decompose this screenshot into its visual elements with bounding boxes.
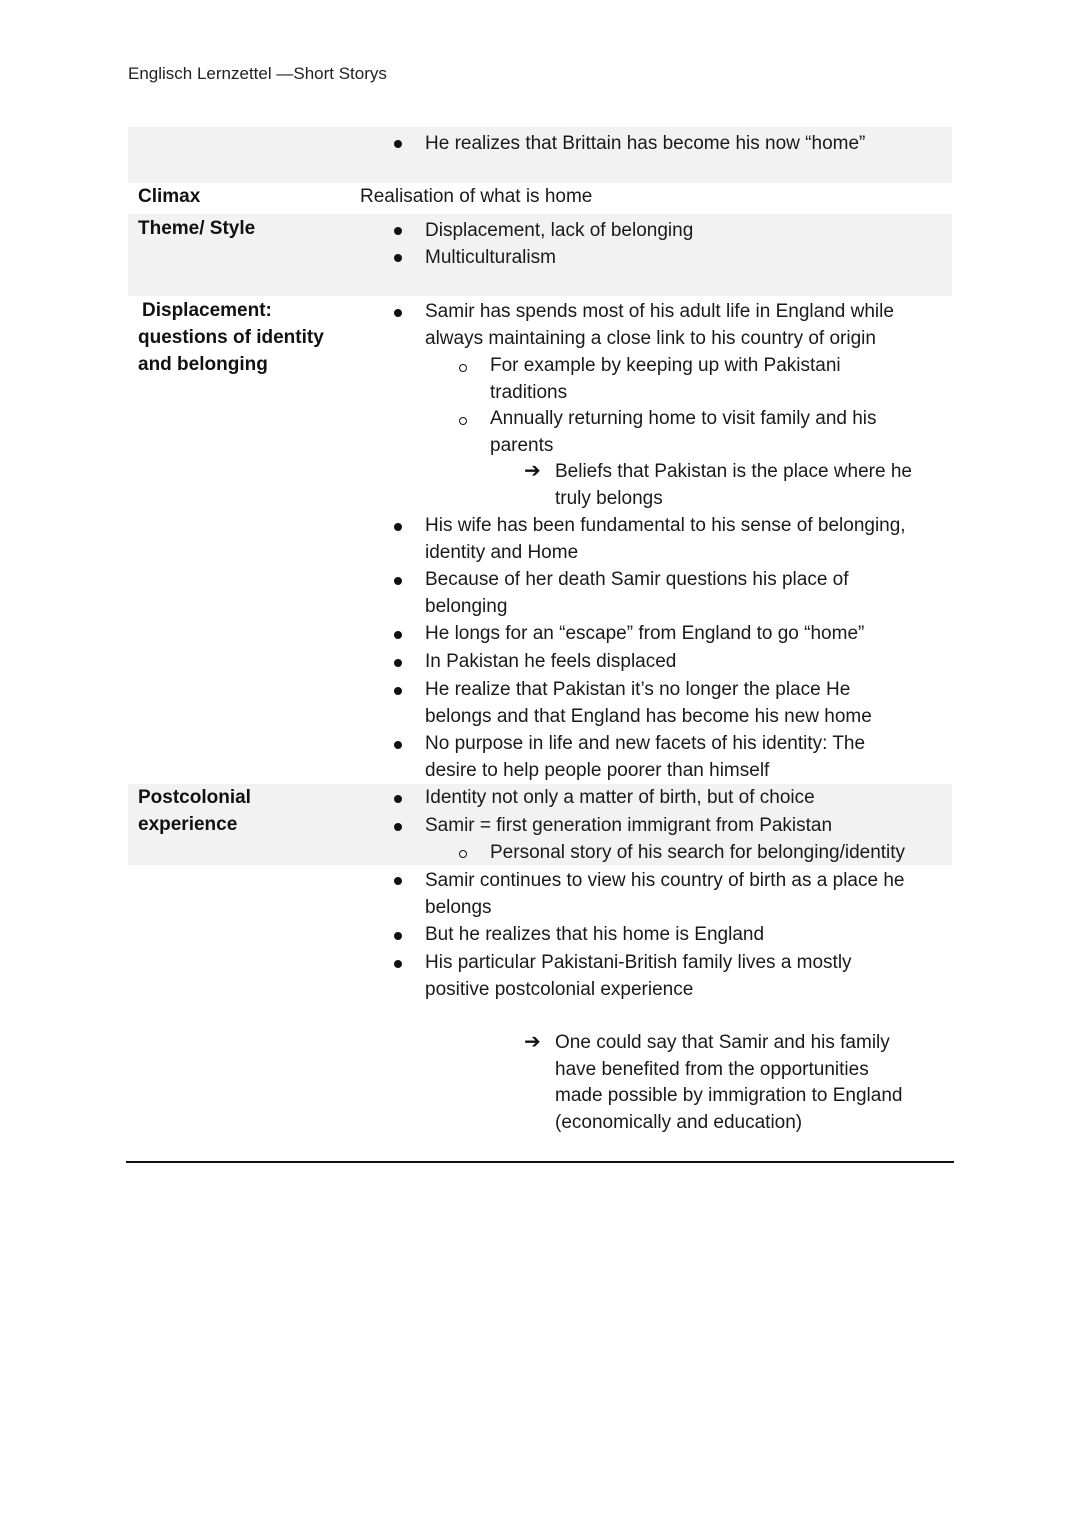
- row-label-line: Postcolonial: [138, 787, 251, 808]
- conclusion-line: have benefited from the opportunities: [555, 1059, 869, 1080]
- list-item: belonging: [425, 596, 508, 617]
- conclusion-line: One could say that Samir and his family: [555, 1032, 890, 1053]
- list-item: In Pakistan he feels displaced: [425, 651, 677, 672]
- list-item: traditions: [490, 382, 568, 403]
- bullet-icon: [394, 577, 402, 585]
- page-header: Englisch Lernzettel —Short Storys: [128, 64, 387, 83]
- list-item: For example by keeping up with Pakistani: [490, 355, 841, 376]
- list-item: His particular Pakistani-British family lives a mostly: [425, 952, 852, 973]
- bullet-icon: [394, 960, 402, 968]
- sub-bullet-icon: [459, 850, 467, 858]
- row-label-line: Displacement:: [142, 300, 272, 321]
- arrow-right-icon: ➔: [524, 460, 541, 482]
- row-label-line: and belonging: [138, 354, 268, 375]
- bullet-icon: [394, 741, 402, 749]
- list-item: Samir has spends most of his adult life in England while: [425, 301, 894, 322]
- row-label: Theme/ Style: [138, 218, 256, 239]
- list-item: belongs: [425, 897, 492, 918]
- list-item: But he realizes that his home is England: [425, 924, 765, 945]
- list-item: truly belongs: [555, 488, 663, 509]
- list-item: Annually returning home to visit family and his: [490, 408, 877, 429]
- row-label-line: questions of identity: [138, 327, 324, 348]
- bullet-icon: [394, 659, 402, 667]
- bullet-icon: [394, 309, 402, 317]
- bullet-icon: [394, 523, 402, 531]
- conclusion-line: made possible by immigration to England: [555, 1085, 903, 1106]
- list-item: identity and Home: [425, 542, 579, 563]
- list-item: Multiculturalism: [425, 247, 556, 268]
- row-postcolonial: [128, 784, 952, 865]
- row-climax: [128, 183, 952, 213]
- sub-bullet-icon: [459, 364, 467, 372]
- bullet-icon: [394, 140, 402, 148]
- bullet-icon: [394, 877, 402, 885]
- list-item: positive postcolonial experience: [425, 979, 694, 1000]
- row-continuation: [128, 127, 952, 183]
- conclusion-line: (economically and education): [555, 1112, 803, 1133]
- list-item: No purpose in life and new facets of his identity: The: [425, 733, 866, 754]
- row-label: [138, 784, 251, 838]
- list-item: Identity not only a matter of birth, but of choice: [425, 787, 815, 808]
- row-label: Climax: [138, 186, 201, 207]
- bullet-icon: [394, 823, 402, 831]
- list-item: Samir continues to view his country of birth as a place he: [425, 870, 905, 891]
- list-item: He longs for an “escape” from England to go “home”: [425, 623, 865, 644]
- row-displacement: [128, 297, 952, 784]
- row-postcolonial-continued: [128, 866, 952, 1146]
- list-item: belongs and that England has become his new home: [425, 706, 872, 727]
- list-item: Displacement, lack of belonging: [425, 220, 694, 241]
- bullet-icon: [394, 795, 402, 803]
- list-item: He realize that Pakistan it’s no longer the place He: [425, 679, 851, 700]
- list-item: parents: [490, 435, 554, 456]
- sub-bullet-icon: [459, 417, 467, 425]
- list-item: Because of her death Samir questions his place of: [425, 569, 849, 590]
- arrow-right-icon: ➔: [524, 1031, 541, 1053]
- bullet-icon: [394, 932, 402, 940]
- row-label: [138, 324, 324, 378]
- bullet-icon: [394, 631, 402, 639]
- list-item: Samir = first generation immigrant from Pakistan: [425, 815, 833, 836]
- climax-text: Realisation of what is home: [360, 186, 593, 207]
- list-item: Beliefs that Pakistan is the place where he: [555, 461, 912, 482]
- list-item: always maintaining a close link to his country of origin: [425, 328, 876, 349]
- list-item: Personal story of his search for belonging/identity: [490, 842, 906, 863]
- horizontal-rule: [126, 1161, 954, 1163]
- list-item: desire to help people poorer than himself: [425, 760, 770, 781]
- row-label: [142, 297, 272, 324]
- list-item: His wife has been fundamental to his sense of belonging,: [425, 515, 906, 536]
- list-item: He realizes that Brittain has become his now “home”: [425, 133, 866, 154]
- bullet-icon: [394, 687, 402, 695]
- row-theme: [128, 214, 952, 296]
- bullet-icon: [394, 227, 402, 235]
- row-label-line: experience: [138, 814, 238, 835]
- bullet-icon: [394, 254, 402, 262]
